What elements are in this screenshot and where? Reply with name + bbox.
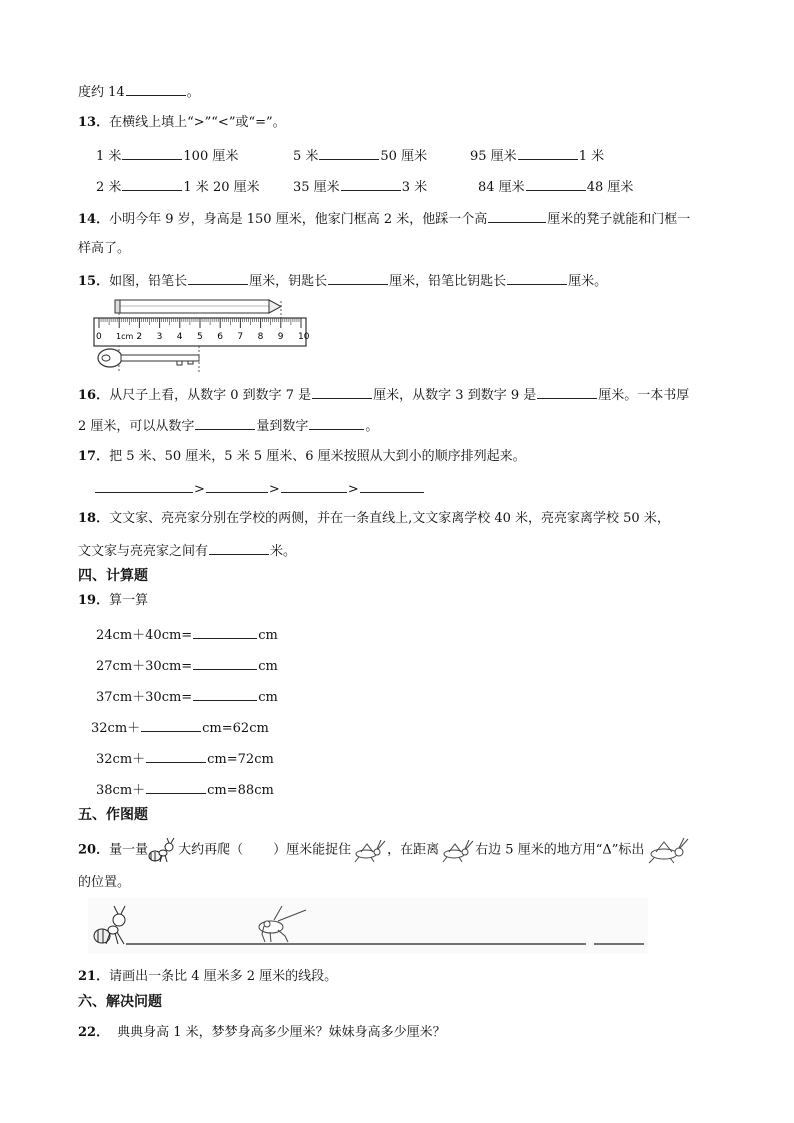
- q14-line2: [78, 240, 130, 258]
- compare-left: 95 厘米: [470, 149, 517, 164]
- q17-prompt: [78, 448, 526, 466]
- answer-blank[interactable]: [146, 749, 206, 763]
- calc-item: [96, 656, 278, 676]
- compare-right: 1 米: [578, 149, 605, 164]
- question-number: 19．: [78, 593, 110, 608]
- calc-item: [96, 780, 274, 800]
- q16-text: 。: [365, 419, 379, 434]
- compare-left: 35 厘米: [293, 180, 340, 195]
- compare-left: 2 米: [96, 180, 122, 195]
- answer-blank[interactable]: [193, 687, 257, 701]
- q17-answer-row: [94, 479, 425, 499]
- pencil-icon: [115, 300, 281, 313]
- compare-item: [478, 177, 633, 197]
- answer-blank[interactable]: [360, 479, 424, 493]
- answer-blank[interactable]: [309, 416, 364, 430]
- calc-item: [96, 625, 278, 645]
- question-number: 13．: [78, 115, 110, 130]
- q16-line2: [78, 416, 378, 436]
- ruler-tick-label: 9: [277, 332, 284, 342]
- ruler-tick-label: 3: [156, 332, 163, 342]
- q12-tail: [78, 82, 200, 102]
- q21-line: [78, 968, 337, 986]
- ruler-tick-label: 2: [136, 332, 143, 342]
- section-heading: 四、计算题: [78, 568, 148, 584]
- section-heading: 六、解决问题: [78, 994, 162, 1010]
- key-icon: [98, 349, 199, 367]
- compare-left: 1 米: [96, 149, 122, 164]
- answer-blank[interactable]: [193, 656, 257, 670]
- compare-left: 84 厘米: [478, 180, 525, 195]
- answer-blank[interactable]: [95, 479, 193, 493]
- q18-line1: [78, 510, 670, 528]
- q22-line: [78, 1024, 446, 1042]
- ruler-tick-label: 6: [217, 332, 223, 342]
- question-number: 22．: [78, 1025, 110, 1040]
- q14-text: 厘米的凳子就能和门框一: [547, 212, 691, 227]
- calc-pre: 27cm＋30cm=: [96, 659, 193, 674]
- answer-blank[interactable]: [195, 416, 255, 430]
- calc-post: cm: [258, 628, 278, 643]
- compare-item: [96, 146, 238, 166]
- question-number: 16．: [78, 388, 110, 403]
- q21-text: 请画出一条比 4 厘米多 2 厘米的线段。: [109, 969, 338, 984]
- q15-text: 厘米，铅笔比钥匙长: [389, 274, 507, 289]
- grasshopper-icon: [439, 837, 475, 863]
- q19-prompt: [78, 592, 148, 610]
- calc-pre: 38cm＋: [96, 783, 146, 798]
- answer-blank[interactable]: [126, 82, 186, 96]
- grasshopper-icon: [644, 836, 690, 864]
- q18-text: 文文家与亮亮家之间有: [78, 544, 209, 559]
- answer-blank[interactable]: [206, 479, 268, 493]
- ruler-figure: [92, 296, 310, 374]
- q12-tail-end: 。: [186, 85, 200, 100]
- calc-pre: 24cm＋40cm=: [96, 628, 193, 643]
- q15-text: 厘米，钥匙长: [249, 274, 328, 289]
- q15-text: 如图，铅笔长: [109, 274, 188, 289]
- ruler-tick-label: 8: [257, 332, 264, 342]
- answer-blank[interactable]: [341, 177, 401, 191]
- q18-text: 文文家、亮亮家分别在学校的两侧，并在一条直线上,文文家离学校 40 米，亮亮家离学校 50 米，: [109, 511, 670, 526]
- answer-blank[interactable]: [507, 271, 567, 285]
- answer-blank[interactable]: [537, 385, 597, 399]
- q14-line1: [78, 209, 690, 229]
- q14-text: 小明今年 9 岁，身高是 150 厘米，他家门框高 2 米，他踩一个高: [109, 212, 488, 227]
- answer-blank[interactable]: [141, 718, 201, 732]
- q20-text: 大约再爬（: [178, 842, 244, 858]
- calc-post: cm: [258, 659, 278, 674]
- ruler-tick-label: 7: [237, 332, 244, 342]
- ruler-tick-label: 4: [176, 332, 183, 342]
- q20-text: 右边 5 厘米的地方用“Δ”标出: [475, 842, 645, 858]
- question-number: 17．: [78, 449, 110, 464]
- answer-blank[interactable]: [518, 146, 578, 160]
- q16-text: 2 厘米，可以从数字: [78, 419, 195, 434]
- question-number: 14．: [78, 212, 110, 227]
- answer-blank[interactable]: [209, 541, 269, 555]
- compare-item: [470, 146, 604, 166]
- gt-sign: >: [194, 482, 205, 497]
- calc-pre: 32cm＋: [96, 752, 146, 767]
- q20-text: 量一量: [109, 842, 149, 858]
- q16-text: 量到数字: [256, 419, 309, 434]
- answer-blank[interactable]: [281, 479, 347, 493]
- q12-tail-text: 度约 14: [78, 85, 125, 100]
- question-number: 21．: [78, 969, 110, 984]
- compare-right: 48 厘米: [586, 180, 634, 195]
- answer-blank[interactable]: [188, 271, 248, 285]
- ruler-tick-label: 10: [298, 332, 310, 342]
- q16-text: 厘米。一本书厚: [598, 388, 690, 403]
- gt-sign: >: [268, 482, 280, 497]
- calc-item: [96, 687, 278, 707]
- compare-right: 50 厘米: [380, 149, 428, 164]
- section-heading: 五、作图题: [78, 807, 148, 823]
- q20-line1: [78, 836, 690, 864]
- calc-post: cm=62cm: [202, 721, 269, 736]
- calc-post: cm: [258, 690, 278, 705]
- question-number: 15．: [78, 274, 110, 289]
- question-number: 18．: [78, 511, 110, 526]
- ruler-unit-label: 1cm: [116, 332, 134, 341]
- answer-blank[interactable]: [122, 177, 182, 191]
- q18-text: 米。: [270, 544, 297, 559]
- q15-line: [78, 271, 607, 291]
- compare-item: [96, 177, 260, 197]
- answer-blank[interactable]: [488, 209, 546, 223]
- q16-text: 厘米，从数字 3 到数字 9 是: [373, 388, 537, 403]
- calc-post: cm=88cm: [207, 783, 274, 798]
- q16-text: 从尺子上看，从数字 0 到数字 7 是: [109, 388, 312, 403]
- q20-text: 的位置。: [78, 875, 131, 890]
- question-number: 20．: [78, 842, 110, 858]
- q20-text: ）厘米能捉住: [273, 842, 352, 858]
- compare-right: 3 米: [401, 180, 428, 195]
- answer-blank[interactable]: [146, 780, 206, 794]
- q20-figure: [88, 898, 648, 954]
- calc-pre: 37cm＋30cm=: [96, 690, 193, 705]
- answer-blank[interactable]: [312, 385, 372, 399]
- q18-line2: [78, 541, 296, 561]
- ruler-tick-label: 5: [197, 332, 203, 342]
- calc-pre: 32cm＋: [91, 721, 141, 736]
- compare-right: 1 米 20 厘米: [183, 180, 260, 195]
- calc-item: [96, 749, 274, 769]
- gt-sign: >: [347, 482, 359, 497]
- answer-blank[interactable]: [328, 271, 388, 285]
- q19-text: 算一算: [109, 593, 149, 608]
- compare-left: 5 米: [293, 149, 319, 164]
- q20-line2: [78, 874, 130, 892]
- ruler-tick-label: 0: [96, 332, 102, 342]
- q22-text: 典典身高 1 米，梦梦身高多少厘米？妹妹身高多少厘米？: [117, 1025, 446, 1040]
- answer-blank[interactable]: [526, 177, 586, 191]
- grasshopper-icon: [351, 837, 387, 863]
- answer-blank[interactable]: [319, 146, 379, 160]
- compare-item: [293, 146, 427, 166]
- q14-text: 样高了。: [78, 241, 131, 256]
- q13-prompt-text: 在横线上填上“>”“<”或“=”。: [109, 115, 286, 130]
- q13-prompt: [78, 114, 286, 132]
- calc-item: [91, 718, 269, 738]
- answer-blank[interactable]: [122, 146, 182, 160]
- q20-text: ，在距离: [387, 842, 440, 858]
- q15-text: 厘米。: [568, 274, 608, 289]
- answer-blank[interactable]: [193, 625, 257, 639]
- q16-line1: [78, 385, 689, 405]
- q17-text: 把 5 米、50 厘米，5 米 5 厘米、6 厘米按照从大到小的顺序排列起来。: [109, 449, 526, 464]
- calc-post: cm=72cm: [207, 752, 274, 767]
- compare-item: [293, 177, 427, 197]
- ant-icon: [148, 837, 178, 863]
- compare-right: 100 厘米: [183, 149, 239, 164]
